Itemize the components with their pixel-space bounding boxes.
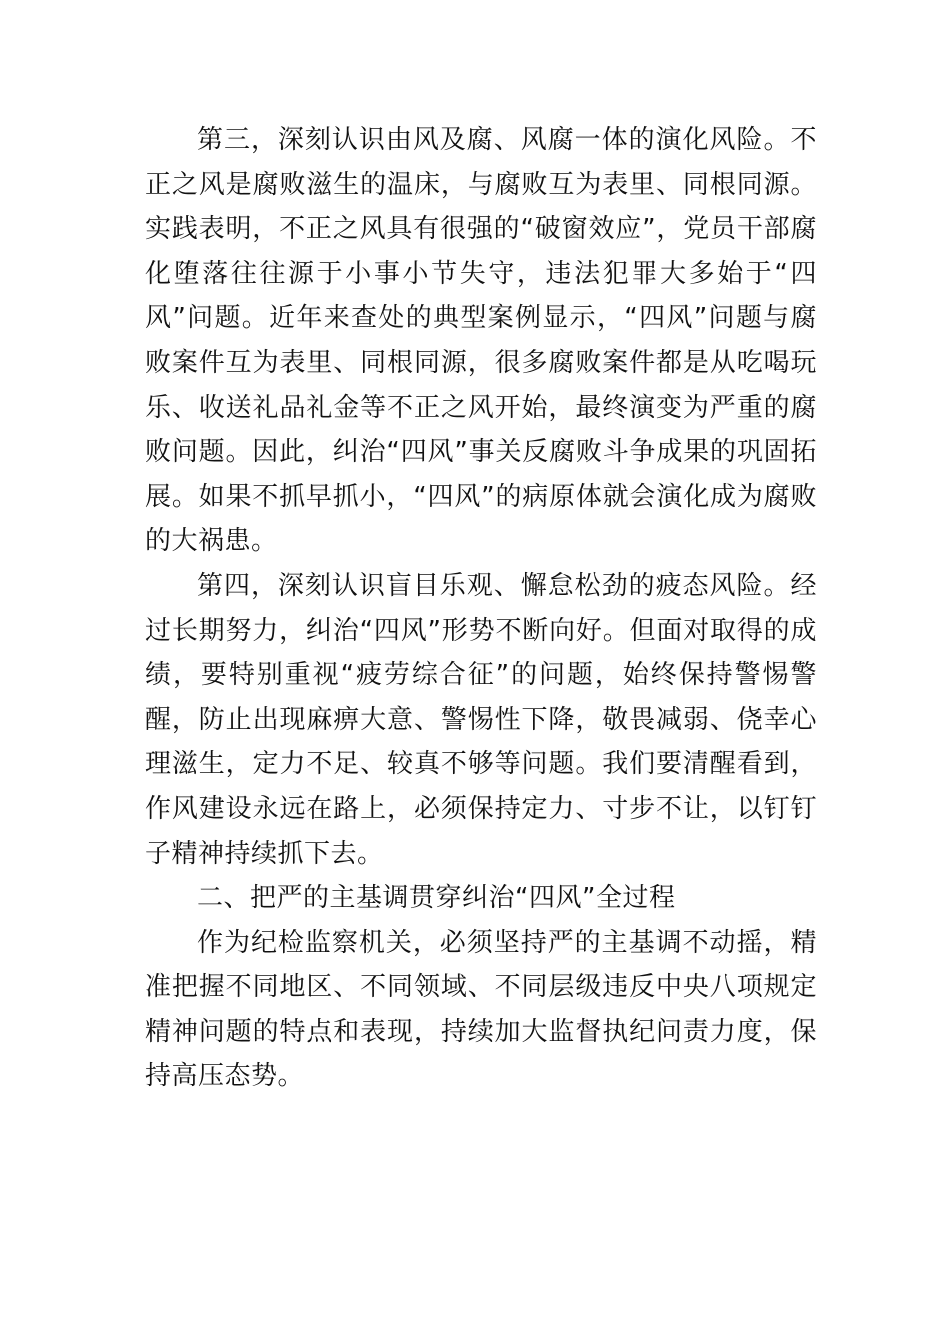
document-body [145,118,817,1099]
paragraph-third-risk: 第三，深刻认识由风及腐、风腐一体的演化风险。不正之风是腐败滋生的温床，与腐败互为表里、同根同源。实践表明，不正之风具有很强的“破窗效应”，党员干部腐化堕落往往源于小事小节失守，违法犯罪大多始于“四风”问题。近年来查处的典型案例显示，“四风”问题与腐败案件互为表里、同根同源，很多腐败案件都是从吃喝玩乐、收送礼品礼金等不正之风开始，最终演变为严重的腐败问题。因此，纠治“四风”事关反腐败斗争成果的巩固拓展。如果不抓早抓小，“四风”的病原体就会演化成为腐败的大祸患。 [145,125,817,557]
paragraph-discipline-inspection: 作为纪检监察机关，必须坚持严的主基调不动摇，精准把握不同地区、不同领域、不同层级违反中央八项规定精神问题的特点和表现，持续加大监督执纪问责力度，保持高压态势。 [145,927,817,1092]
section-heading: 二、把严的主基调贯穿纠治“四风”全过程 [197,883,676,914]
paragraph-fourth-risk: 第四，深刻认识盲目乐观、懈怠松劲的疲态风险。经过长期努力，纠治“四风”形势不断向好。但面对取得的成绩，要特别重视“疲劳综合征”的问题，始终保持警惕警醒，防止出现麻痹大意、警惕性下降，敬畏减弱、侥幸心理滋生，定力不足、较真不够等问题。我们要清醒看到，作风建设永远在路上，必须保持定力、寸步不让，以钉钉子精神持续抓下去。 [145,570,817,869]
